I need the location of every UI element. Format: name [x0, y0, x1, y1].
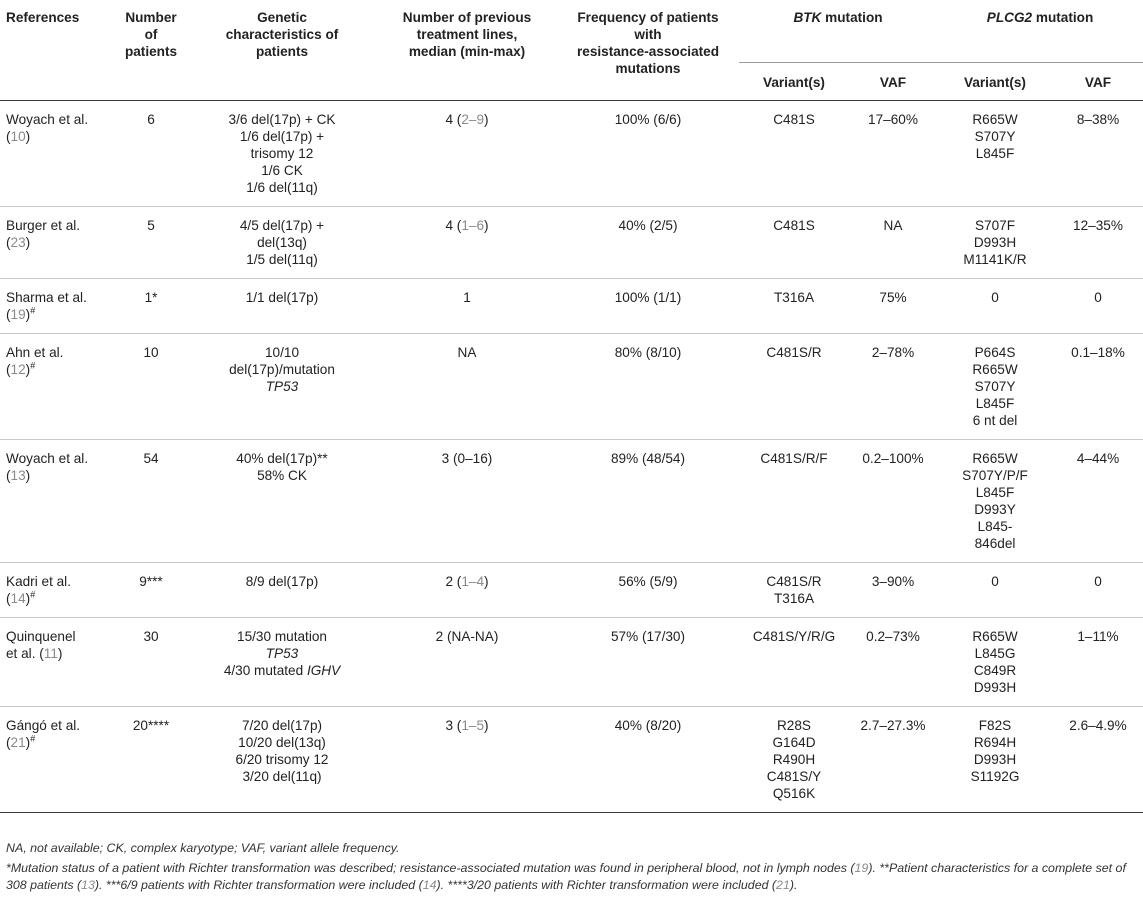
cell-btk-vaf [849, 563, 937, 618]
frequency-value: 80% (8/10) [614, 345, 682, 360]
footnote-details: *Mutation status of a patient with Richter transformation was described; resistance-associated mutation was found in peripheral blood, not in lymph nodes (19). **Patient characteristics for a complete set of 308 patients (13). ***6/9 patients with Richter transformation were included (14). ****3/20 patients with Richter transformation were included (21). [6, 861, 1126, 892]
cell-plcg2-vaf [1053, 618, 1143, 707]
btk-vaf-value: 0.2–100% [862, 451, 924, 466]
table-row [0, 440, 1143, 563]
cell-plcg2-variants [937, 618, 1053, 707]
cell-reference [0, 563, 115, 618]
btk-variant: R490H [772, 752, 816, 767]
cell-btk-variants [739, 101, 849, 207]
genetic-line: 1/5 del(11q) [246, 252, 318, 267]
genetic-line: 1/6 CK [261, 163, 303, 178]
btk-variant: C481S/Y [766, 769, 822, 784]
cell-reference [0, 618, 115, 707]
col-references: References [6, 10, 80, 25]
cell-patients [115, 618, 187, 707]
treatment-close: ) [484, 574, 489, 589]
col-treatment: Number of previous treatment lines, median (min-max) [402, 10, 532, 59]
cell-plcg2-vaf [1053, 279, 1143, 334]
cell-plcg2-vaf [1053, 101, 1143, 207]
cell-frequency [557, 101, 739, 207]
cell-btk-variants [739, 334, 849, 440]
btk-variant: T316A [773, 591, 815, 606]
patients-count: 5 [147, 218, 155, 233]
cell-genetic [187, 334, 377, 440]
cell-btk-vaf [849, 279, 937, 334]
ref-link[interactable]: 19 [854, 861, 869, 875]
cell-plcg2-variants [937, 334, 1053, 440]
reference-citation: et al. (11) [6, 646, 63, 661]
plcg2-variant: S707Y [974, 379, 1016, 394]
table-row [0, 101, 1143, 207]
plcg2-variant: L845F [975, 485, 1015, 500]
cell-genetic [187, 618, 377, 707]
col-genetic: Genetic characteristics of patients [225, 10, 339, 59]
cell-reference [0, 279, 115, 334]
cell-plcg2-variants [937, 279, 1053, 334]
plcg2-vaf-value: 12–35% [1073, 218, 1123, 233]
genetic-line: 10/20 del(13q) [238, 735, 326, 750]
cell-btk-variants [739, 440, 849, 563]
reference-author: Woyach et al. [6, 112, 89, 127]
cell-treatment [377, 618, 557, 707]
reference-link[interactable]: 13 [10, 468, 26, 483]
footnotes [6, 840, 1141, 894]
plcg2-variant: 0 [991, 290, 999, 305]
btk-vaf-value: 17–60% [868, 112, 918, 127]
treatment-value: 4 ( [445, 218, 462, 233]
reference-mark: # [30, 360, 36, 371]
btk-variant: C481S/Y/R/G [752, 629, 836, 644]
cell-treatment [377, 101, 557, 207]
btk-variant: C481S/R [766, 574, 822, 589]
treatment-value: 2 ( [445, 574, 462, 589]
patients-count: 1* [144, 290, 158, 305]
genetic-line: 8/9 del(17p) [245, 574, 319, 589]
reference-citation: (14)# [6, 589, 36, 606]
reference-mark: # [30, 589, 36, 600]
plcg2-variant: S707F [974, 218, 1016, 233]
table-end-rule [0, 813, 1143, 814]
cell-treatment [377, 279, 557, 334]
patients-count: 6 [147, 112, 155, 127]
plcg2-variant: S1192G [970, 769, 1020, 784]
col-btk-variants: Variant(s) [739, 63, 849, 101]
reference-author: Gángó et al. [6, 718, 81, 733]
cell-btk-vaf [849, 101, 937, 207]
cell-frequency [557, 279, 739, 334]
cell-reference [0, 207, 115, 279]
ref-link[interactable]: 14 [422, 878, 437, 892]
reference-author: Kadri et al. [6, 574, 71, 589]
plcg2-variant: L845- [977, 519, 1013, 534]
genetic-gene: TP53 [265, 646, 299, 661]
reference-citation: (23) [6, 235, 31, 250]
col-plcg2-vaf: VAF [1053, 63, 1143, 101]
reference-citation: (12)# [6, 360, 36, 377]
cell-patients [115, 707, 187, 813]
table-row [0, 279, 1143, 334]
btk-variant: G164D [772, 735, 816, 750]
cell-treatment [377, 563, 557, 618]
cell-btk-vaf [849, 334, 937, 440]
genetic-line: 40% del(17p)** [236, 451, 328, 466]
treatment-range: 1–4 [461, 574, 485, 589]
cell-plcg2-vaf [1053, 207, 1143, 279]
reference-link[interactable]: 12 [10, 362, 26, 377]
reference-link[interactable]: 11 [43, 646, 58, 661]
patients-count: 54 [143, 451, 159, 466]
cell-patients [115, 101, 187, 207]
reference-prefix: et al. ( [6, 646, 44, 661]
reference-link[interactable]: 21 [10, 735, 26, 750]
plcg2-variant: 0 [991, 574, 999, 589]
col-frequency: Frequency of patients with resistance-associated mutations [576, 10, 720, 76]
frequency-value: 40% (8/20) [614, 718, 682, 733]
treatment-value: 3 (0–16) [441, 451, 493, 466]
frequency-value: 100% (6/6) [614, 112, 682, 127]
genetic-line: trisomy 12 [250, 146, 314, 161]
btk-vaf-value: 3–90% [871, 574, 915, 589]
btk-variant: C481S [773, 218, 815, 233]
genetic-line: del(13q) [257, 235, 307, 250]
col-btk-vaf: VAF [849, 63, 937, 101]
reference-citation: (19)# [6, 305, 36, 322]
cell-plcg2-variants [937, 707, 1053, 813]
table-row [0, 707, 1143, 813]
btk-variant: Q516K [772, 786, 816, 801]
reference-author: Woyach et al. [6, 451, 89, 466]
treatment-close: ) [484, 718, 489, 733]
treatment-range: 2–9 [461, 112, 485, 127]
cell-frequency [557, 563, 739, 618]
frequency-value: 100% (1/1) [614, 290, 682, 305]
table-row [0, 563, 1143, 618]
header-row [0, 0, 1143, 63]
plcg2-vaf-value: 0 [1094, 290, 1102, 305]
cell-reference [0, 440, 115, 563]
plcg2-variant: C849R [973, 663, 1017, 678]
cell-btk-vaf [849, 440, 937, 563]
col-btk-mutation: BTK mutation [793, 10, 883, 25]
plcg2-variant: D993H [973, 752, 1017, 767]
genetic-line: 4/5 del(17p) + [239, 218, 325, 233]
cell-reference [0, 101, 115, 207]
cell-plcg2-variants [937, 440, 1053, 563]
plcg2-variant: D993H [973, 235, 1017, 250]
footnote-abbreviations: NA, not available; CK, complex karyotype; VAF, variant allele frequency. [6, 841, 400, 855]
cell-genetic [187, 207, 377, 279]
treatment-range: 1–6 [461, 218, 485, 233]
cell-btk-variants [739, 279, 849, 334]
genetic-line: 1/6 del(17p) + [239, 129, 325, 144]
genetic-line: 15/30 mutation [237, 629, 327, 644]
plcg2-variant: R665W [972, 362, 1018, 377]
reference-link[interactable]: 23 [10, 235, 26, 250]
treatment-close: ) [484, 218, 489, 233]
genetic-line: 10/10 [264, 345, 300, 360]
cell-frequency [557, 440, 739, 563]
cell-frequency [557, 334, 739, 440]
cell-plcg2-variants [937, 563, 1053, 618]
plcg2-variant: S707Y [974, 129, 1016, 144]
cell-frequency [557, 707, 739, 813]
cell-patients [115, 440, 187, 563]
ref-link[interactable]: 13 [81, 878, 95, 892]
treatment-value: 1 [463, 290, 471, 305]
col-plcg2-mutation: PLCG2 mutation [986, 10, 1094, 25]
reference-citation: (21)# [6, 733, 36, 750]
treatment-value: NA [457, 345, 477, 360]
treatment-range: 1–5 [461, 718, 485, 733]
reference-link[interactable]: 19 [10, 307, 26, 322]
plcg2-variant: M1141K/R [963, 252, 1027, 267]
genetic-line [187, 662, 377, 679]
btk-variant: C481S/R/F [760, 451, 828, 466]
btk-vaf-value: 0.2–73% [866, 629, 920, 644]
plcg2-variant: 6 nt del [972, 413, 1018, 428]
cell-btk-variants [739, 563, 849, 618]
cell-treatment [377, 440, 557, 563]
col-plcg2-variants: Variant(s) [937, 63, 1053, 101]
plcg2-variant: L845G [974, 646, 1016, 661]
cell-patients [115, 334, 187, 440]
patients-count: 20**** [132, 718, 170, 733]
cell-reference [0, 334, 115, 440]
patients-count: 30 [143, 629, 159, 644]
btk-variant: R28S [776, 718, 811, 733]
reference-link[interactable]: 10 [10, 129, 26, 144]
genetic-line: 58% CK [257, 468, 307, 483]
btk-variant: T316A [773, 290, 815, 305]
frequency-value: 89% (48/54) [610, 451, 686, 466]
plcg2-variant: S707Y/P/F [962, 468, 1028, 483]
treatment-value: 2 (NA-NA) [435, 629, 499, 644]
cell-genetic [187, 440, 377, 563]
frequency-value: 56% (5/9) [618, 574, 678, 589]
genetic-line: 3/6 del(17p) + CK [228, 112, 336, 127]
plcg2-variant: R665W [972, 112, 1018, 127]
plcg2-variant: L845F [975, 396, 1015, 411]
patients-count: 9*** [139, 574, 163, 589]
genetic-line: 6/20 trisomy 12 [235, 752, 329, 767]
genetic-line: 3/20 del(11q) [242, 769, 322, 784]
cell-treatment [377, 207, 557, 279]
plcg2-variant: 846del [974, 536, 1016, 551]
treatment-close: ) [484, 112, 489, 127]
plcg2-vaf-value: 1–11% [1077, 629, 1119, 644]
cell-frequency [557, 207, 739, 279]
cell-plcg2-vaf [1053, 440, 1143, 563]
reference-author: Ahn et al. [6, 345, 64, 360]
plcg2-vaf-value: 8–38% [1076, 112, 1120, 127]
cell-reference [0, 707, 115, 813]
cell-btk-variants [739, 207, 849, 279]
cell-plcg2-vaf [1053, 334, 1143, 440]
cell-btk-vaf [849, 707, 937, 813]
cell-btk-variants [739, 707, 849, 813]
btk-variant: C481S [773, 112, 815, 127]
plcg2-variant: D993Y [974, 502, 1016, 517]
reference-mark: # [30, 733, 36, 744]
cell-genetic [187, 563, 377, 618]
plcg2-vaf-value: 2.6–4.9% [1069, 718, 1127, 733]
ref-link[interactable]: 21 [776, 878, 790, 892]
reference-link[interactable]: 14 [10, 591, 26, 606]
cell-treatment [377, 707, 557, 813]
genetic-line: 7/20 del(17p) [241, 718, 323, 733]
cell-patients [115, 279, 187, 334]
genetic-line: 1/6 del(11q) [246, 180, 318, 195]
cell-btk-variants [739, 618, 849, 707]
reference-author: Quinquenel [6, 629, 76, 644]
reference-citation: (10) [6, 129, 31, 144]
genetic-line: 1/1 del(17p) [245, 290, 319, 305]
cell-treatment [377, 334, 557, 440]
table-row [0, 334, 1143, 440]
plcg2-vaf-value: 0 [1094, 574, 1102, 589]
genetic-line: del(17p)/mutation [229, 362, 335, 377]
plcg2-variant: R694H [973, 735, 1017, 750]
plcg2-variant: R665W [972, 451, 1018, 466]
table-row [0, 618, 1143, 707]
cell-btk-vaf [849, 207, 937, 279]
plcg2-vaf-value: 4–44% [1076, 451, 1120, 466]
plcg2-variant: R665W [972, 629, 1018, 644]
plcg2-variant: D993H [973, 680, 1017, 695]
plcg2-variant: P664S [974, 345, 1016, 360]
treatment-value: 3 ( [445, 718, 462, 733]
cell-genetic [187, 707, 377, 813]
patients-count: 10 [143, 345, 159, 360]
cell-patients [115, 563, 187, 618]
reference-mark: # [30, 305, 36, 316]
cell-btk-vaf [849, 618, 937, 707]
btk-vaf-value: 75% [879, 290, 907, 305]
table-row [0, 207, 1143, 279]
cell-plcg2-vaf [1053, 707, 1143, 813]
cell-plcg2-vaf [1053, 563, 1143, 618]
reference-author: Sharma et al. [6, 290, 87, 305]
genetic-gene: TP53 [265, 379, 299, 394]
cell-patients [115, 207, 187, 279]
cell-genetic [187, 101, 377, 207]
cell-frequency [557, 618, 739, 707]
frequency-value: 57% (17/30) [610, 629, 686, 644]
genetic-text: 4/30 mutated [223, 663, 307, 678]
plcg2-variant: L845F [975, 146, 1015, 161]
reference-citation: (13) [6, 468, 31, 483]
btk-vaf-value: NA [883, 218, 903, 233]
cell-plcg2-variants [937, 207, 1053, 279]
col-number: Number of patients [124, 10, 178, 59]
btk-vaf-value: 2.7–27.3% [860, 718, 926, 733]
frequency-value: 40% (2/5) [618, 218, 678, 233]
plcg2-variant: F82S [978, 718, 1012, 733]
reference-author: Burger et al. [6, 218, 81, 233]
genetic-gene: IGHV [306, 663, 341, 678]
btk-vaf-value: 2–78% [871, 345, 915, 360]
cell-plcg2-variants [937, 101, 1053, 207]
plcg2-vaf-value: 0.1–18% [1071, 345, 1125, 360]
btk-variant: C481S/R [766, 345, 822, 360]
treatment-value: 4 ( [445, 112, 462, 127]
cell-genetic [187, 279, 377, 334]
